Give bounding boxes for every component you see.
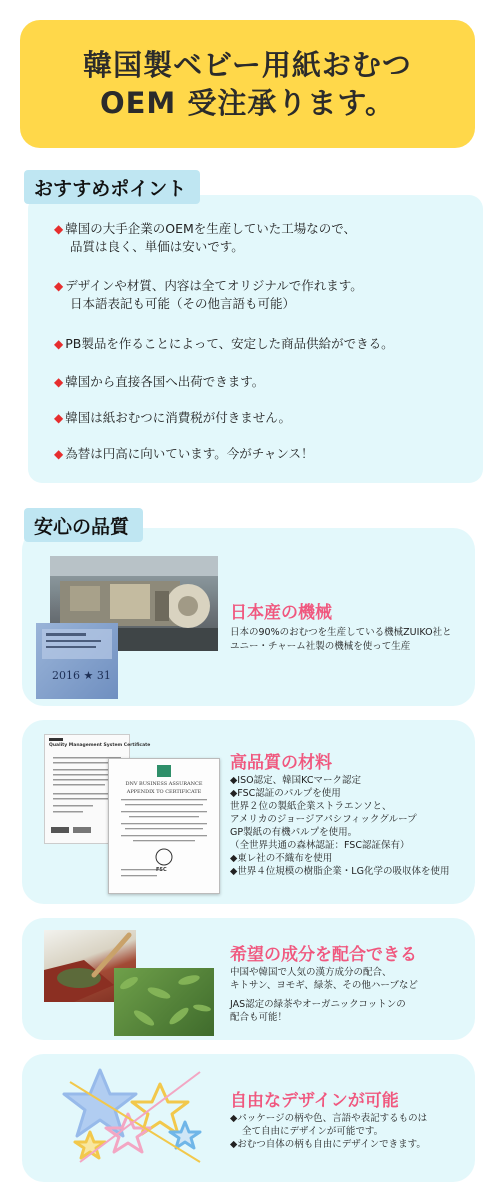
cert1-title: Quality Management System Certificate xyxy=(49,743,151,748)
points-panel xyxy=(28,195,483,483)
section-title-points: おすすめポイント xyxy=(24,170,200,204)
red-diamond-icon: ◆ xyxy=(54,222,64,236)
design-line: ◆パッケージの柄や色、言語や表記するものは xyxy=(230,1113,428,1124)
ingredients-line: キトサン、ヨモギ、緑茶、その他ハーブなど xyxy=(230,980,418,991)
red-diamond-icon: ◆ xyxy=(54,447,64,461)
nameplate-text: 2016 ★ 31 xyxy=(52,669,111,682)
machine-desc-1: 日本の90%のおむつを生産している機械ZUIKO社と xyxy=(230,627,452,638)
point-text: 為替は円高に向いています。今がチャンス！ xyxy=(65,446,314,461)
material-line: ◆FSC認証のパルプを使用 xyxy=(230,788,341,799)
hero-banner xyxy=(20,20,475,148)
point-text: 韓国の大手企業のOEMを生産していた工場なので、 xyxy=(65,221,357,236)
material-title: 高品質の材料 xyxy=(230,753,332,773)
machine-nameplate-photo xyxy=(36,623,118,699)
point-text: 日本語表記も可能（その他言語も可能） xyxy=(70,296,296,311)
material-card xyxy=(22,720,475,904)
cert2-sub: APPENDIX TO CERTIFICATE xyxy=(126,789,202,795)
banner-line-1: 韓国製ベビー用紙おむつ xyxy=(83,48,412,82)
red-diamond-icon: ◆ xyxy=(54,337,64,351)
point-text: 韓国から直接各国へ出荷できます。 xyxy=(65,374,265,389)
point-item xyxy=(54,373,264,391)
green-herb-photo xyxy=(114,968,214,1036)
ingredients-line: 中国や韓国で人気の漢方成分の配合、 xyxy=(230,967,392,978)
ingredients-title: 希望の成分を配合できる xyxy=(230,945,417,965)
point-text: 韓国は紙おむつに消費税が付きません。 xyxy=(65,410,291,425)
point-item xyxy=(54,220,356,255)
point-item xyxy=(54,277,363,312)
ingredients-line: 配合も可能！ xyxy=(230,1012,288,1023)
design-line: 全て自由にデザインが可能です。 xyxy=(242,1126,384,1137)
point-item xyxy=(54,409,291,427)
ingredients-line: JAS認定の緑茶やオーガニックコットンの xyxy=(230,999,406,1010)
stars-illustration xyxy=(60,1062,210,1172)
material-line: ◆世界４位規模の樹脂企業・LG化学の吸収体を使用 xyxy=(230,866,450,877)
material-line: ◆東レ社の不織布を使用 xyxy=(230,853,333,864)
ingredients-card xyxy=(22,918,475,1040)
point-text: PB製品を作ることによって、安定した商品供給ができる。 xyxy=(65,336,394,351)
fsc-certificate-image xyxy=(108,758,220,894)
fsc-logo-text: FSC xyxy=(156,867,167,873)
machine-desc-2: ユニー・チャーム社製の機械を使って生産 xyxy=(230,641,411,652)
design-line: ◆おむつ自体の柄も自由にデザインできます。 xyxy=(230,1139,426,1150)
machine-title: 日本産の機械 xyxy=(230,603,332,623)
machine-card xyxy=(22,528,475,706)
point-item xyxy=(54,445,314,463)
banner-line-2: OEM 受注承ります。 xyxy=(99,86,396,120)
material-line: GP製紙の有機パルプを使用。 xyxy=(230,827,358,838)
point-item xyxy=(54,335,394,353)
point-text: 品質は良く、単価は安いです。 xyxy=(70,239,244,254)
red-diamond-icon: ◆ xyxy=(54,411,64,425)
point-text: デザインや材質、内容は全てオリジナルで作れます。 xyxy=(65,278,363,293)
design-title: 自由なデザインが可能 xyxy=(230,1091,399,1111)
section-title-quality: 安心の品質 xyxy=(24,508,143,542)
material-line: 世界２位の製紙企業ストラエンソと、 xyxy=(230,801,392,812)
cert2-title: DNV BUSINESS ASSURANCE xyxy=(125,781,203,787)
red-diamond-icon: ◆ xyxy=(54,279,64,293)
red-diamond-icon: ◆ xyxy=(54,375,64,389)
design-card xyxy=(22,1054,475,1182)
material-line: アメリカのジョージアパシフィックグループ xyxy=(230,814,417,825)
material-line: ◆ISO認定、韓国KCマーク認定 xyxy=(230,775,361,786)
material-line: （全世界共通の森林認証：FSC認証保有） xyxy=(230,840,410,851)
